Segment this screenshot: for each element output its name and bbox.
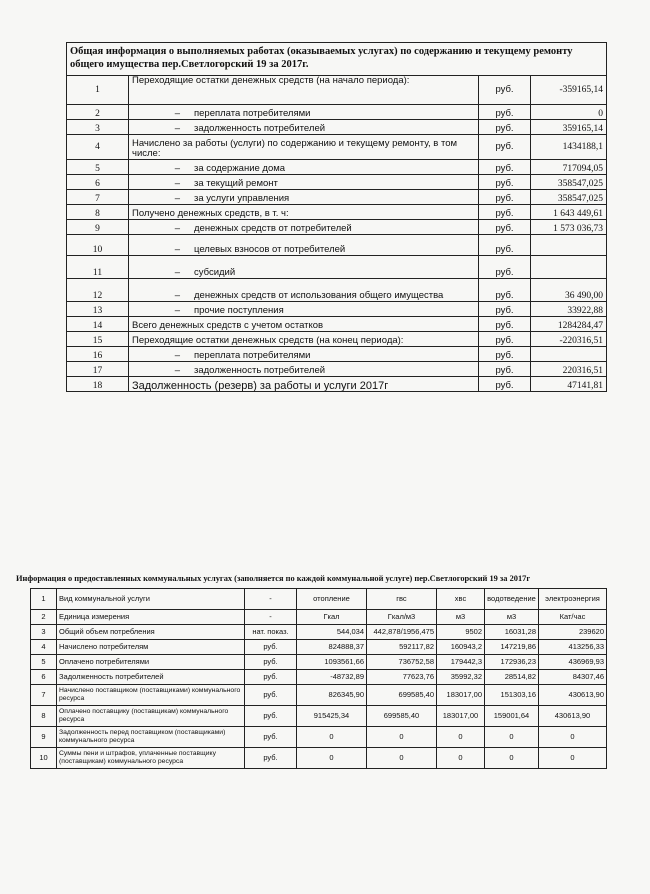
utilities-info-table xyxy=(30,588,607,769)
row-unit: руб. xyxy=(479,175,531,190)
row-number: 2 xyxy=(31,610,57,625)
dash-marker: – xyxy=(174,290,180,301)
row-number: 7 xyxy=(31,685,57,706)
row-number: 14 xyxy=(67,317,129,332)
row-label xyxy=(129,175,479,190)
value-cell: 826345,90 xyxy=(297,685,367,706)
row-number: 3 xyxy=(31,625,57,640)
row-unit: руб. xyxy=(479,190,531,205)
dash-marker: – xyxy=(174,178,180,189)
value-cell: Гкал xyxy=(297,610,367,625)
value-cell: 0 xyxy=(297,748,367,769)
column-header: гвс xyxy=(367,589,437,610)
row-label-text: денежных средств от использования общего имущества xyxy=(194,290,444,301)
row-number: 17 xyxy=(67,362,129,377)
table1-row xyxy=(67,175,607,190)
dash-marker: – xyxy=(174,223,180,234)
row-unit: руб. xyxy=(479,302,531,317)
row-value xyxy=(531,235,607,256)
row-unit: руб. xyxy=(479,235,531,256)
row-label-text: Задолженность (резерв) за работы и услуги 2017г xyxy=(132,380,389,392)
row-label xyxy=(129,160,479,175)
row-label-text: целевых взносов от потребителей xyxy=(194,244,346,255)
value-cell: Гкал/м3 xyxy=(367,610,437,625)
value-cell: 0 xyxy=(485,748,539,769)
unit-cell: руб. xyxy=(245,685,297,706)
row-label xyxy=(129,302,479,317)
row-unit: руб. xyxy=(479,256,531,279)
value-cell: 1093561,66 xyxy=(297,655,367,670)
unit-cell: - xyxy=(245,610,297,625)
table1-row xyxy=(67,347,607,362)
row-label-text: Переходящие остатки денежных средств (на конец периода): xyxy=(132,335,404,346)
value-cell: 824888,37 xyxy=(297,640,367,655)
row-value: 220316,51 xyxy=(531,362,607,377)
column-header: отопление xyxy=(297,589,367,610)
row-unit: руб. xyxy=(479,220,531,235)
row-label xyxy=(129,120,479,135)
table2-row xyxy=(31,685,607,706)
row-value xyxy=(531,256,607,279)
row-unit: руб. xyxy=(479,205,531,220)
row-number: 9 xyxy=(67,220,129,235)
value-cell: 0 xyxy=(367,748,437,769)
value-cell: 544,034 xyxy=(297,625,367,640)
row-label xyxy=(129,377,479,392)
row-value: 358547,025 xyxy=(531,190,607,205)
row-label: Начислено потребителям xyxy=(57,640,245,655)
dash-marker: – xyxy=(174,193,180,204)
row-unit: руб. xyxy=(479,76,531,105)
value-cell: 147219,86 xyxy=(485,640,539,655)
row-number: 5 xyxy=(31,655,57,670)
value-cell: 183017,00 xyxy=(437,706,485,727)
row-unit: руб. xyxy=(479,160,531,175)
row-label-text: Переходящие остатки денежных средств (на начало периода): xyxy=(132,75,410,86)
row-label-text: задолженность потребителей xyxy=(194,365,326,376)
row-label: Единица измерения xyxy=(57,610,245,625)
row-label xyxy=(129,205,479,220)
row-number: 3 xyxy=(67,120,129,135)
unit-cell: нат. показ. xyxy=(245,625,297,640)
row-label-text: за содержание дома xyxy=(194,163,286,174)
value-cell: 442,878/1956,475 xyxy=(367,625,437,640)
value-cell: 699585,40 xyxy=(367,706,437,727)
row-label: Общий объем потребления xyxy=(57,625,245,640)
row-unit: руб. xyxy=(479,279,531,302)
value-cell: 172936,23 xyxy=(485,655,539,670)
row-label xyxy=(129,76,479,105)
value-cell: 0 xyxy=(539,727,607,748)
value-cell: 84307,46 xyxy=(539,670,607,685)
value-cell: 9502 xyxy=(437,625,485,640)
table2-row xyxy=(31,640,607,655)
row-label xyxy=(129,279,479,302)
table1-row xyxy=(67,76,607,105)
row-label: Задолженность перед поставщиком (поставщиками) коммунального ресурса xyxy=(57,727,245,748)
table2-row xyxy=(31,727,607,748)
table1-row xyxy=(67,279,607,302)
dash-marker: – xyxy=(174,163,180,174)
table2-row xyxy=(31,706,607,727)
dash-marker: – xyxy=(174,108,180,119)
row-value: 47141,81 xyxy=(531,377,607,392)
row-number: 11 xyxy=(67,256,129,279)
table1-row xyxy=(67,120,607,135)
value-cell: м3 xyxy=(437,610,485,625)
row-label-text: за услуги управления xyxy=(194,193,290,204)
row-number: 8 xyxy=(67,205,129,220)
unit-cell: руб. xyxy=(245,727,297,748)
table1-row xyxy=(67,105,607,120)
value-cell: 436969,93 xyxy=(539,655,607,670)
row-label xyxy=(129,317,479,332)
value-cell: 736752,58 xyxy=(367,655,437,670)
value-cell: 430613,90 xyxy=(539,685,607,706)
row-unit: руб. xyxy=(479,332,531,347)
value-cell: 430613,90 xyxy=(539,706,607,727)
row-value xyxy=(531,347,607,362)
table1-row xyxy=(67,205,607,220)
table1-row xyxy=(67,160,607,175)
column-header: водотведение xyxy=(485,589,539,610)
row-label xyxy=(129,235,479,256)
value-cell: Кат/час xyxy=(539,610,607,625)
row-number: 12 xyxy=(67,279,129,302)
row-value: 717094,05 xyxy=(531,160,607,175)
value-cell: 699585,40 xyxy=(367,685,437,706)
row-label-text: субсидий xyxy=(194,267,236,278)
table2-row xyxy=(31,670,607,685)
row-value: 358547,025 xyxy=(531,175,607,190)
table1-row xyxy=(67,362,607,377)
table1-header: Общая информация о выполняемых работах (оказываемых услугах) по содержанию и текущему ремонту общего имущества пер.Светлогорский 19 за 2017г. xyxy=(67,43,607,76)
row-label: Начислено поставщиком (поставщиками) коммунального ресурса xyxy=(57,685,245,706)
row-label: Оплачено поставщику (поставщикам) коммунального ресурса xyxy=(57,706,245,727)
table1-row xyxy=(67,235,607,256)
value-cell: 0 xyxy=(367,727,437,748)
value-cell: -48732,89 xyxy=(297,670,367,685)
row-label xyxy=(129,135,479,160)
row-unit: руб. xyxy=(479,120,531,135)
row-label xyxy=(129,347,479,362)
dash-marker: – xyxy=(174,244,180,255)
value-cell: 16031,28 xyxy=(485,625,539,640)
row-unit: руб. xyxy=(479,105,531,120)
row-label-text: прочие поступления xyxy=(194,305,284,316)
maintenance-info-table xyxy=(66,42,607,392)
dash-marker: – xyxy=(174,305,180,316)
row-number: 15 xyxy=(67,332,129,347)
dash-marker: – xyxy=(174,123,180,134)
row-unit: руб. xyxy=(479,317,531,332)
row-unit: руб. xyxy=(479,347,531,362)
row-value: 36 490,00 xyxy=(531,279,607,302)
dash-marker: – xyxy=(174,365,180,376)
column-header: - xyxy=(245,589,297,610)
dash-marker: – xyxy=(174,267,180,278)
table1-row xyxy=(67,190,607,205)
value-cell: 0 xyxy=(437,727,485,748)
table2-row xyxy=(31,610,607,625)
dash-marker: – xyxy=(174,350,180,361)
row-value: 1434188,1 xyxy=(531,135,607,160)
row-value: 1284284,47 xyxy=(531,317,607,332)
row-number: 18 xyxy=(67,377,129,392)
row-label: Суммы пени и штрафов, уплаченные поставщику (поставщикам) коммунального ресурса xyxy=(57,748,245,769)
unit-cell: руб. xyxy=(245,655,297,670)
row-unit: руб. xyxy=(479,377,531,392)
value-cell: 0 xyxy=(485,727,539,748)
value-cell: 28514,82 xyxy=(485,670,539,685)
row-number: 7 xyxy=(67,190,129,205)
table1-row xyxy=(67,332,607,347)
row-value: 33922,88 xyxy=(531,302,607,317)
row-unit: руб. xyxy=(479,362,531,377)
row-value: -220316,51 xyxy=(531,332,607,347)
unit-cell: руб. xyxy=(245,706,297,727)
row-number: 6 xyxy=(31,670,57,685)
table1-row xyxy=(67,377,607,392)
table1-row xyxy=(67,220,607,235)
table2-row xyxy=(31,625,607,640)
row-number: 1 xyxy=(31,589,57,610)
row-label-text: Начислено за работы (услуги) по содержанию и текущему ремонту, в том числе: xyxy=(132,138,458,159)
row-number: 5 xyxy=(67,160,129,175)
row-label-text: задолженность потребителей xyxy=(194,123,326,134)
row-number: 1 xyxy=(67,76,129,105)
value-cell: 0 xyxy=(437,748,485,769)
row-label xyxy=(129,190,479,205)
row-value: 359165,14 xyxy=(531,120,607,135)
unit-cell: руб. xyxy=(245,670,297,685)
value-cell: 159001,64 xyxy=(485,706,539,727)
row-label: Оплачено потребителями xyxy=(57,655,245,670)
row-value: 1 573 036,73 xyxy=(531,220,607,235)
value-cell: 35992,32 xyxy=(437,670,485,685)
value-cell: 183017,00 xyxy=(437,685,485,706)
row-label-text: денежных средств от потребителей xyxy=(194,223,352,234)
value-cell: 239620 xyxy=(539,625,607,640)
column-header: хвс xyxy=(437,589,485,610)
row-label: Вид коммунальной услуги xyxy=(57,589,245,610)
row-number: 13 xyxy=(67,302,129,317)
row-label-text: Всего денежных средств с учетом остатков xyxy=(132,320,324,331)
row-number: 10 xyxy=(67,235,129,256)
value-cell: 592117,82 xyxy=(367,640,437,655)
unit-cell: руб. xyxy=(245,640,297,655)
value-cell: 179442,3 xyxy=(437,655,485,670)
row-number: 4 xyxy=(67,135,129,160)
value-cell: 915425,34 xyxy=(297,706,367,727)
row-number: 6 xyxy=(67,175,129,190)
row-label xyxy=(129,362,479,377)
table1-row xyxy=(67,135,607,160)
utilities-table-title: Информация о предоставленных коммунальных услугах (заполняется по каждой коммунальной услуге) пер.Светлогорский 19 за 2017г xyxy=(16,574,531,583)
row-value: -359165,14 xyxy=(531,76,607,105)
row-label-text: переплата потребителями xyxy=(194,350,311,361)
row-number: 16 xyxy=(67,347,129,362)
row-value: 1 643 449,61 xyxy=(531,205,607,220)
row-number: 4 xyxy=(31,640,57,655)
unit-cell: руб. xyxy=(245,748,297,769)
table1-row xyxy=(67,256,607,279)
row-number: 10 xyxy=(31,748,57,769)
row-label xyxy=(129,220,479,235)
value-cell: 77623,76 xyxy=(367,670,437,685)
row-number: 2 xyxy=(67,105,129,120)
value-cell: 160943,2 xyxy=(437,640,485,655)
row-label-text: за текущий ремонт xyxy=(194,178,278,189)
row-label xyxy=(129,332,479,347)
table2-row xyxy=(31,655,607,670)
row-value: 0 xyxy=(531,105,607,120)
value-cell: 151303,16 xyxy=(485,685,539,706)
row-number: 9 xyxy=(31,727,57,748)
value-cell: 0 xyxy=(297,727,367,748)
row-label xyxy=(129,256,479,279)
row-label-text: Получено денежных средств, в т. ч: xyxy=(132,208,289,219)
row-number: 8 xyxy=(31,706,57,727)
table1-row xyxy=(67,317,607,332)
column-header: электроэнергия xyxy=(539,589,607,610)
value-cell: 413256,33 xyxy=(539,640,607,655)
table2-header-row xyxy=(31,589,607,610)
row-label xyxy=(129,105,479,120)
table2-row xyxy=(31,748,607,769)
row-label-text: переплата потребителями xyxy=(194,108,311,119)
table1-row xyxy=(67,302,607,317)
value-cell: 0 xyxy=(539,748,607,769)
row-unit: руб. xyxy=(479,135,531,160)
value-cell: м3 xyxy=(485,610,539,625)
row-label: Задолженность потребителей xyxy=(57,670,245,685)
